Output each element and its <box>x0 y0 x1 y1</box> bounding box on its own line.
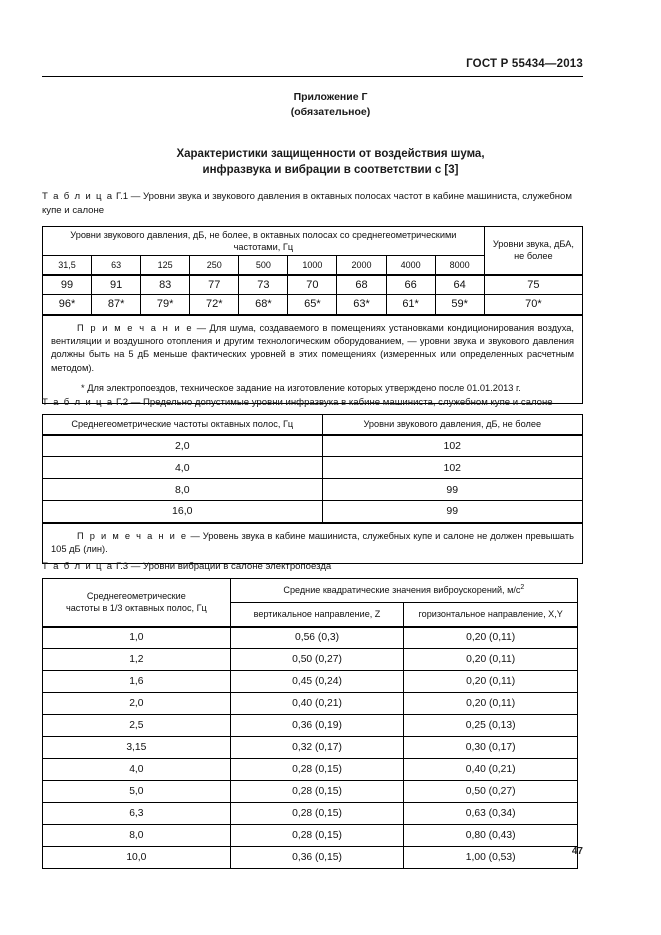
table-g3-cell-vertical: 0,28 (0,15) <box>230 759 404 781</box>
table-g3-caption-number: Г.3 <box>116 561 129 572</box>
table-g3-col-header-frequency-line1: Среднегеометрические <box>86 590 186 601</box>
table-g1-cell: 68 <box>337 275 386 295</box>
table-g3-cell-horizontal: 0,30 (0,17) <box>404 737 578 759</box>
table-g3-cell-vertical: 0,36 (0,15) <box>230 847 404 869</box>
table-g1-cell: 87* <box>92 295 141 315</box>
table-g3-cell-frequency: 2,0 <box>43 693 231 715</box>
table-g3-col-header-group-text: Средние квадратические значения виброускорений, м/с <box>283 585 521 596</box>
table-g2-cell-frequency: 2,0 <box>43 435 323 457</box>
table-g1-cell: 70 <box>288 275 337 295</box>
table-g2-cell-level: 102 <box>322 435 582 457</box>
table-g3-cell-frequency: 1,2 <box>43 649 231 671</box>
table-g3-cell-frequency: 4,0 <box>43 759 231 781</box>
table-g1-note-label: П р и м е ч а н и е <box>77 322 194 333</box>
table-g2 <box>42 414 583 564</box>
table-g3-cell-frequency: 8,0 <box>43 825 231 847</box>
appendix-heading <box>0 90 661 120</box>
table-g3-cell-vertical: 0,40 (0,21) <box>230 693 404 715</box>
table-g2-caption <box>42 396 583 410</box>
table-row <box>43 671 578 693</box>
table-g2-header-row <box>43 415 583 435</box>
table-g3-cell-horizontal: 0,50 (0,27) <box>404 781 578 803</box>
table-row <box>43 781 578 803</box>
table-g1-freq-header: 4000 <box>386 256 435 275</box>
table-g2-cell-frequency: 4,0 <box>43 457 323 479</box>
table-g2-cell-frequency: 8,0 <box>43 479 323 501</box>
table-g2-note-label: П р и м е ч а н и е <box>77 530 188 541</box>
table-g3-cell-horizontal: 0,20 (0,11) <box>404 649 578 671</box>
table-row <box>43 693 578 715</box>
table-g3-cell-vertical: 0,36 (0,19) <box>230 715 404 737</box>
table-g1-footnote: * Для электропоездов, техническое задание на изготовление которых утверждено после 01.01.2013 г. <box>81 383 521 394</box>
table-g3-cell-horizontal: 1,00 (0,53) <box>404 847 578 869</box>
table-row <box>43 295 583 315</box>
table-g3-col-header-vertical: вертикальное направление, Z <box>230 603 404 627</box>
table-g1-cell: 83 <box>141 275 190 295</box>
page-title-line2: инфразвука и вибрации в соответствии с [3] <box>202 164 459 176</box>
table-g2-cell-level: 99 <box>322 479 582 501</box>
table-g3-caption-text: — Уровни вибрации в салоне электропоезда <box>130 561 332 572</box>
table-g2-note-paragraph <box>51 530 574 557</box>
table-g3-col-header-frequency-line2: частоты в 1/3 октавных полос, Гц <box>66 603 207 614</box>
table-g3-cell-vertical: 0,50 (0,27) <box>230 649 404 671</box>
table-g3-cell-frequency: 5,0 <box>43 781 231 803</box>
appendix-obligation: (обязательное) <box>290 106 371 118</box>
table-row <box>43 649 578 671</box>
table-g1-cell: 61* <box>386 295 435 315</box>
table-g3-header-row-1 <box>43 579 578 603</box>
table-g3-caption <box>42 560 583 574</box>
table-g1-freq-header: 250 <box>190 256 239 275</box>
table-g1-caption-label: Т а б л и ц а <box>42 191 114 202</box>
table-row <box>43 275 583 295</box>
table-g3-cell-vertical: 0,45 (0,24) <box>230 671 404 693</box>
table-g2-cell-frequency: 16,0 <box>43 501 323 523</box>
table-g1-cell: 64 <box>435 275 484 295</box>
table-row <box>43 715 578 737</box>
table-g3-cell-horizontal: 0,63 (0,34) <box>404 803 578 825</box>
table-g1 <box>42 226 583 404</box>
table-g2-cell-level: 99 <box>322 501 582 523</box>
table-g1-cell: 63* <box>337 295 386 315</box>
table-row <box>43 435 583 457</box>
table-g3-col-header-horizontal: горизонтальное направление, X,Y <box>404 603 578 627</box>
table-g1-cell: 68* <box>239 295 288 315</box>
table-g3-cell-horizontal: 0,20 (0,11) <box>404 671 578 693</box>
page-title-line1: Характеристики защищенности от воздействия шума, <box>176 148 485 160</box>
table-g2-caption-label: Т а б л и ц а <box>42 397 114 408</box>
table-g2-note-row <box>43 523 583 564</box>
table-g3-cell-vertical: 0,28 (0,15) <box>230 803 404 825</box>
table-g3-cell-frequency: 2,5 <box>43 715 231 737</box>
table-g1-note-text: — Для шума, создаваемого в помещениях установками кондиционирования воздуха, вентиляции и воздушного отопления и другим технологическим оборудованием, — уровни звука и звукового давления должны быть на 5 дБ меньше фактических уровней в этих помещениях (измеренных или определенных расчетным методом). <box>51 322 574 373</box>
table-g1-header-row-1 <box>43 227 583 256</box>
table-g1-note <box>43 315 583 404</box>
table-g3-cell-horizontal: 0,20 (0,11) <box>404 693 578 715</box>
table-g2-col-header-frequency: Среднегеометрические частоты октавных полос, Гц <box>43 415 323 435</box>
table-g3-cell-frequency: 1,6 <box>43 671 231 693</box>
page-title <box>0 146 661 178</box>
table-g1-cell: 65* <box>288 295 337 315</box>
table-g3-cell-frequency: 3,15 <box>43 737 231 759</box>
table-g3-cell-vertical: 0,28 (0,15) <box>230 781 404 803</box>
table-g1-cell: 66 <box>386 275 435 295</box>
table-row <box>43 479 583 501</box>
table-g2-note <box>43 523 583 564</box>
table-row <box>43 737 578 759</box>
table-g3 <box>42 578 578 869</box>
table-g1-cell: 96* <box>43 295 92 315</box>
table-g3-col-header-frequency <box>43 579 231 627</box>
table-row <box>43 457 583 479</box>
table-g1-freq-header: 2000 <box>337 256 386 275</box>
table-g1-cell: 91 <box>92 275 141 295</box>
table-g1-cell: 77 <box>190 275 239 295</box>
table-g1-cell: 79* <box>141 295 190 315</box>
page-number: 47 <box>571 846 583 857</box>
table-g1-cell: 59* <box>435 295 484 315</box>
table-row <box>43 803 578 825</box>
table-g1-freq-header: 125 <box>141 256 190 275</box>
table-g1-freq-header: 500 <box>239 256 288 275</box>
table-g3-cell-vertical: 0,32 (0,17) <box>230 737 404 759</box>
table-g3-caption-label: Т а б л и ц а <box>42 561 114 572</box>
table-g1-caption-number: Г.1 <box>116 191 129 202</box>
header-divider-rule <box>42 76 583 77</box>
standard-number-header: ГОСТ Р 55434—2013 <box>466 58 583 70</box>
table-g1-header-span: Уровни звукового давления, дБ, не более, в октавных полосах со среднегеометрическими частотами, Гц <box>43 227 485 256</box>
table-g3-col-header-group-superscript: 2 <box>520 584 525 592</box>
table-g3-cell-horizontal: 0,40 (0,21) <box>404 759 578 781</box>
table-g1-header-sound-level: Уровни звука, дБА, не более <box>484 227 582 275</box>
table-g3-cell-frequency: 1,0 <box>43 627 231 649</box>
table-g1-cell-sound-level: 70* <box>484 295 582 315</box>
table-g1-cell-sound-level: 75 <box>484 275 582 295</box>
table-g1-caption <box>42 190 583 217</box>
table-g1-cell: 99 <box>43 275 92 295</box>
table-g1-freq-header: 1000 <box>288 256 337 275</box>
table-g3-cell-horizontal: 0,25 (0,13) <box>404 715 578 737</box>
table-g3-cell-horizontal: 0,80 (0,43) <box>404 825 578 847</box>
table-g1-freq-header: 63 <box>92 256 141 275</box>
table-g3-cell-frequency: 10,0 <box>43 847 231 869</box>
table-g1-freq-header: 8000 <box>435 256 484 275</box>
table-g3-cell-frequency: 6,3 <box>43 803 231 825</box>
table-row <box>43 825 578 847</box>
table-g3-cell-vertical: 0,56 (0,3) <box>230 627 404 649</box>
table-g1-caption-text: — Уровни звука и звукового давления в октавных полосах частот в кабине машиниста, служебном купе и салоне <box>42 191 572 216</box>
table-row <box>43 759 578 781</box>
table-g1-note-paragraph <box>51 322 574 376</box>
table-row <box>43 627 578 649</box>
table-g2-caption-number: Г.2 <box>116 397 129 408</box>
appendix-label: Приложение Г <box>293 91 368 103</box>
table-g1-cell: 73 <box>239 275 288 295</box>
table-g2-cell-level: 102 <box>322 457 582 479</box>
table-g2-note-text: — Уровень звука в кабине машиниста, служебных купе и салоне не должен превышать 105 дБ (лин). <box>51 530 574 554</box>
table-g3-cell-horizontal: 0,20 (0,11) <box>404 627 578 649</box>
table-g2-col-header-level: Уровни звукового давления, дБ, не более <box>322 415 582 435</box>
table-g2-caption-text: — Предельно допустимые уровни инфразвука в кабине машиниста, служебном купе и салоне <box>130 397 553 408</box>
table-g1-note-row <box>43 315 583 404</box>
table-g3-cell-vertical: 0,28 (0,15) <box>230 825 404 847</box>
table-g1-cell: 72* <box>190 295 239 315</box>
table-g1-freq-header: 31,5 <box>43 256 92 275</box>
table-row <box>43 501 583 523</box>
table-g3-col-header-group <box>230 579 577 603</box>
